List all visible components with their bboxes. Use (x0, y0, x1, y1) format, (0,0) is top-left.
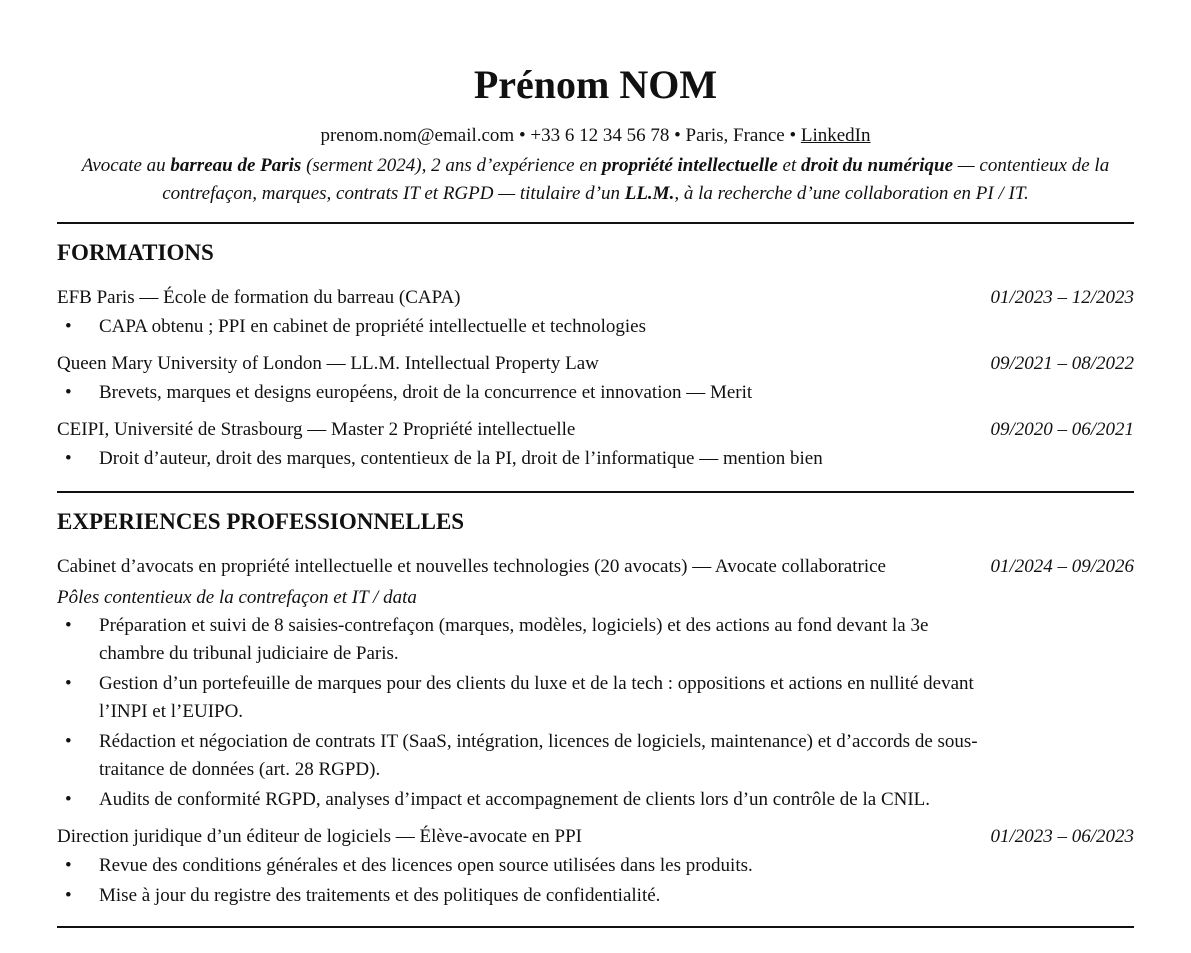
linkedin-link[interactable]: LinkedIn (800, 125, 871, 146)
entry-bullets (57, 313, 1134, 341)
summary-text: — contentieux de la contrefaçon, marques, contrats IT et RGPD — titulaire d’un (162, 155, 1110, 204)
bullet-item: • Droit d’auteur, droit des marques, contentieux de la PI, droit de l’informatique — mention bien (57, 445, 1134, 473)
education-entry (57, 352, 1134, 407)
experience-entry (57, 555, 1134, 814)
education-entry (57, 286, 1134, 341)
summary-text: et (777, 155, 801, 176)
contact-line (57, 124, 1134, 148)
contact-separator: • (514, 125, 531, 146)
entry-title: EFB Paris — École de formation du barreau (CAPA) (57, 287, 461, 308)
bullet-item: • Préparation et suivi de 8 saisies-contrefaçon (marques, modèles, logiciels) et des actions au fond devant la 3e chambre du tribunal judiciaire de Paris. (57, 612, 1134, 668)
summary-text: (serment 2024), 2 ans d’expérience en (301, 155, 603, 176)
bullet-item: • Revue des conditions générales et des licences open source utilisées dans les produits. (57, 852, 1134, 880)
section-title-experiences: EXPERIENCES PROFESSIONNELLES (57, 509, 465, 534)
bullet-item: • Audits de conformité RGPD, analyses d’impact et accompagnement de clients lors d’un contrôle de la CNIL. (57, 786, 1134, 814)
contact-phone: +33 6 12 34 56 78 (530, 125, 670, 146)
entry-date: 01/2023 – 06/2023 (990, 826, 1134, 847)
summary-bold: droit du numérique (800, 155, 954, 176)
profile-summary (57, 152, 1134, 208)
entry-date: 09/2021 – 08/2022 (990, 353, 1134, 374)
summary-bold: LL.M. (624, 183, 675, 204)
entry-title: CEIPI, Université de Strasbourg — Master 2 Propriété intellectuelle (57, 419, 576, 440)
contact-email: prenom.nom@email.com (320, 125, 515, 146)
summary-bold: propriété intellectuelle (602, 155, 778, 176)
candidate-name: Prénom NOM (473, 62, 718, 107)
entry-bullets (57, 379, 1134, 407)
section-divider (57, 926, 1134, 928)
entry-title: Cabinet d’avocats en propriété intellectuelle et nouvelles technologies (20 avocats) — Avocate collaboratrice (57, 556, 886, 577)
entry-header (57, 352, 1134, 376)
bullet-item: • Brevets, marques et designs européens, droit de la concurrence et innovation — Merit (57, 379, 1134, 407)
entry-bullets (57, 445, 1134, 473)
section-title-formations: FORMATIONS (57, 240, 214, 265)
bullet-item: • Rédaction et négociation de contrats IT (SaaS, intégration, licences de logiciels, maintenance) et d’accords de sous-traitance de données (art. 28 RGPD). (57, 728, 1134, 784)
entry-bullets (57, 612, 1134, 814)
education-entry (57, 418, 1134, 473)
section-divider (57, 222, 1134, 224)
contact-separator: • (669, 125, 686, 146)
entry-subtitle: Pôles contentieux de la contrefaçon et IT / data (57, 587, 417, 608)
entry-title: Queen Mary University of London — LL.M. Intellectual Property Law (57, 353, 599, 374)
entry-header (57, 286, 1134, 310)
entry-bullets (57, 852, 1134, 910)
contact-separator: • (784, 125, 801, 146)
bullet-item: • Mise à jour du registre des traitements et des politiques de confidentialité. (57, 882, 1134, 910)
bullet-item: • CAPA obtenu ; PPI en cabinet de propriété intellectuelle et technologies (57, 313, 1134, 341)
summary-text: , à la recherche d’une collaboration en PI / IT. (674, 183, 1029, 204)
summary-bold: barreau de Paris (170, 155, 302, 176)
experience-entry (57, 825, 1134, 910)
entry-date: 01/2023 – 12/2023 (990, 287, 1134, 308)
summary-text: Avocate au (81, 155, 171, 176)
entry-date: 01/2024 – 09/2026 (990, 556, 1134, 577)
contact-location: Paris, France (685, 125, 785, 146)
entry-header (57, 825, 1134, 849)
entry-title: Direction juridique d’un éditeur de logiciels — Élève-avocate en PPI (57, 826, 582, 847)
entry-date: 09/2020 – 06/2021 (990, 419, 1134, 440)
bullet-item: • Gestion d’un portefeuille de marques pour des clients du luxe et de la tech : oppositions et actions en nullité devant l’INPI et l’EUIPO. (57, 670, 1134, 726)
section-divider (57, 491, 1134, 493)
entry-header (57, 418, 1134, 442)
entry-header (57, 555, 1134, 579)
